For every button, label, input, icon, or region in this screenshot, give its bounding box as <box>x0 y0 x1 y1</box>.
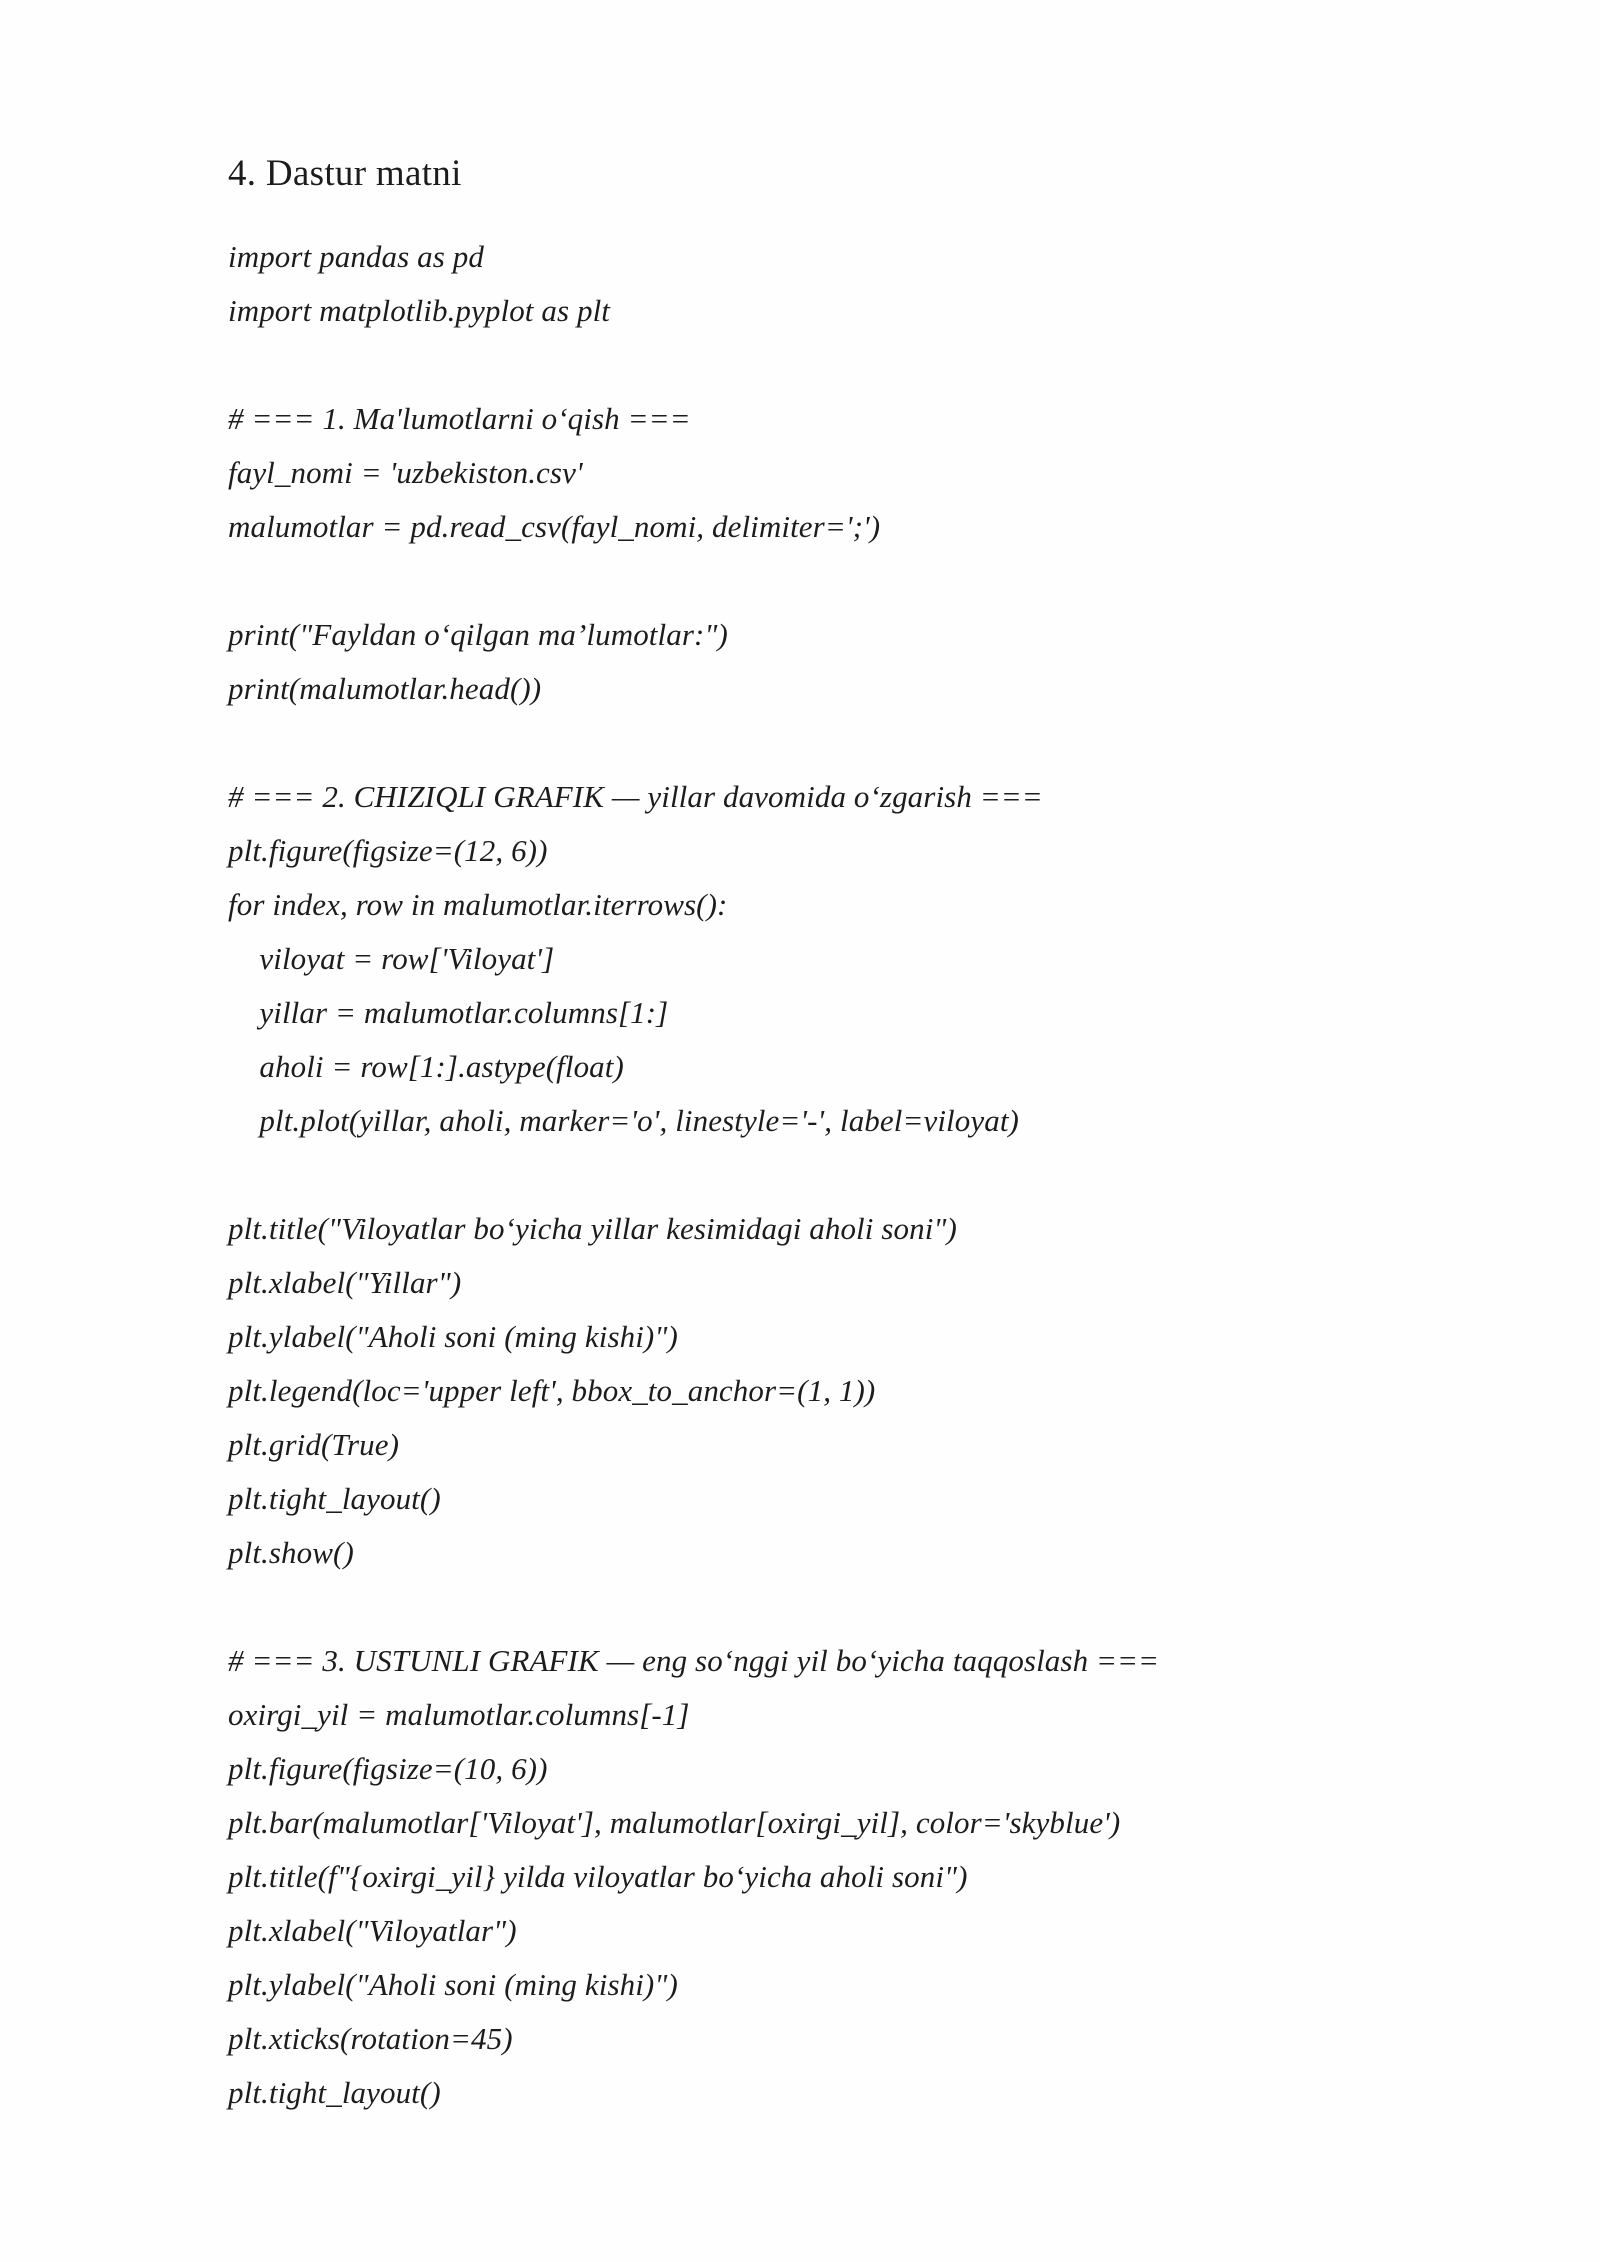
code-line: print(malumotlar.head()) <box>228 671 542 706</box>
code-line: plt.grid(True) <box>228 1427 400 1462</box>
code-line: plt.title("Viloyatlar bo‘yicha yillar kesimidagi aholi soni") <box>228 1211 957 1246</box>
code-line: import matplotlib.pyplot as plt <box>228 293 611 328</box>
code-line: fayl_nomi = 'uzbekiston.csv' <box>228 455 583 490</box>
code-line: plt.ylabel("Aholi soni (ming kishi)") <box>228 1319 678 1354</box>
code-line: import pandas as pd <box>228 239 484 274</box>
code-line: oxirgi_yil = malumotlar.columns[-1] <box>228 1697 690 1732</box>
code-line: aholi = row[1:].astype(float) <box>228 1049 624 1084</box>
code-line: plt.xlabel("Viloyatlar") <box>228 1913 517 1948</box>
code-line: print("Fayldan o‘qilgan ma’lumotlar:") <box>228 617 728 652</box>
blank-line <box>228 554 1480 608</box>
code-line: # === 3. USTUNLI GRAFIK — eng so‘nggi yil bo‘yicha taqqoslash === <box>228 1643 1160 1678</box>
code-line: plt.show() <box>228 1535 354 1570</box>
code-line: plt.xticks(rotation=45) <box>228 2021 513 2056</box>
code-line: plt.xlabel("Yillar") <box>228 1265 462 1300</box>
code-line: plt.plot(yillar, aholi, marker='o', linestyle='-', label=viloyat) <box>228 1103 1019 1138</box>
code-block <box>228 230 1480 2120</box>
code-line: plt.figure(figsize=(12, 6)) <box>228 833 548 868</box>
blank-line <box>228 716 1480 770</box>
blank-line <box>228 1148 1480 1202</box>
code-line: for index, row in malumotlar.iterrows(): <box>228 887 728 922</box>
code-line: plt.tight_layout() <box>228 2075 441 2110</box>
code-line: plt.bar(malumotlar['Viloyat'], malumotlar[oxirgi_yil], color='skyblue') <box>228 1805 1121 1840</box>
blank-line <box>228 338 1480 392</box>
section-heading: 4. Dastur matni <box>228 153 462 194</box>
code-line: viloyat = row['Viloyat'] <box>228 941 555 976</box>
code-line: plt.legend(loc='upper left', bbox_to_anchor=(1, 1)) <box>228 1373 876 1408</box>
code-line: yillar = malumotlar.columns[1:] <box>228 995 669 1030</box>
code-line: # === 2. CHIZIQLI GRAFIK — yillar davomida o‘zgarish === <box>228 779 1043 814</box>
code-line: plt.title(f"{oxirgi_yil} yilda viloyatlar bo‘yicha aholi soni") <box>228 1859 968 1894</box>
code-line: # === 1. Ma'lumotlarni o‘qish === <box>228 401 691 436</box>
code-line: plt.tight_layout() <box>228 1481 441 1516</box>
code-line: plt.figure(figsize=(10, 6)) <box>228 1751 548 1786</box>
code-line: plt.ylabel("Aholi soni (ming kishi)") <box>228 1967 678 2002</box>
blank-line <box>228 1580 1480 1634</box>
code-line: malumotlar = pd.read_csv(fayl_nomi, delimiter=';') <box>228 509 881 544</box>
